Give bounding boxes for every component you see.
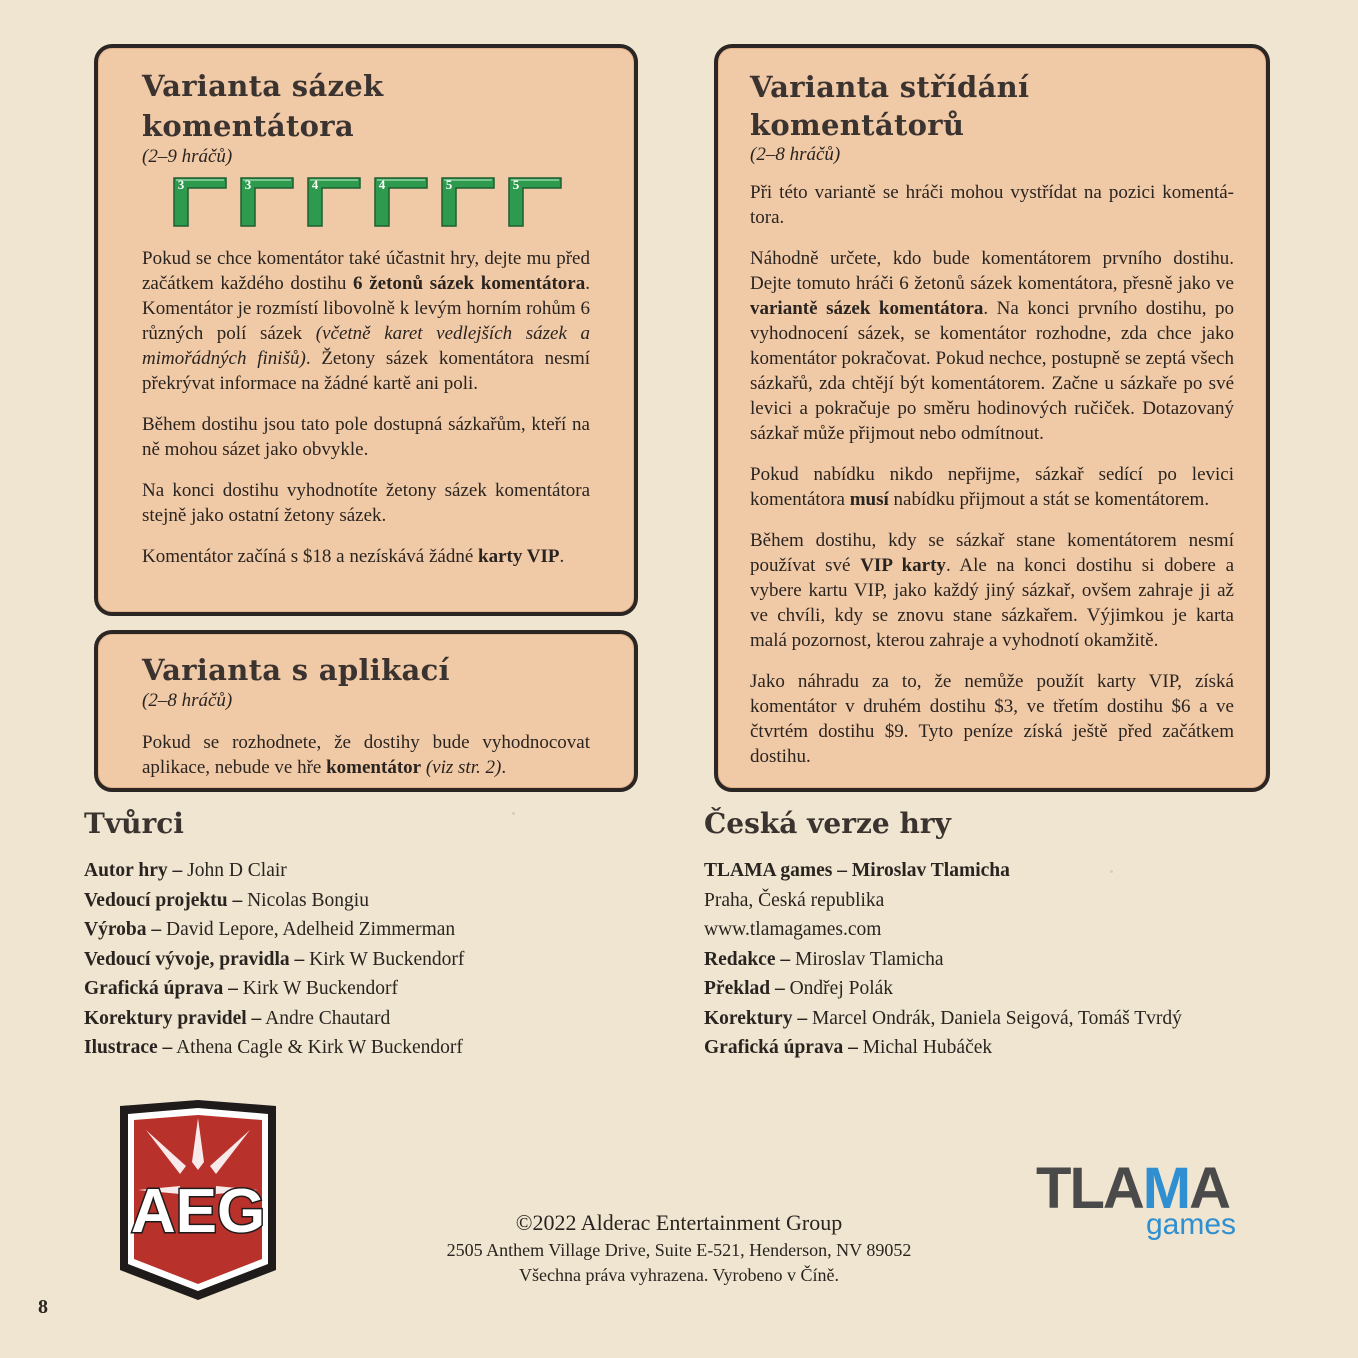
tlama-logo-text: TLAMA bbox=[1036, 1156, 1229, 1221]
rotation-variant-paragraph-5: Jako náhradu za to, že nemůže použít karty VIP, získá komentátor v druhém dostihu $3, ve třetím dostihu $6 a ve čtvrtém dostihu $9. Tyto peníze získá ještě před začátkem dostihu. bbox=[750, 671, 1234, 767]
rotation-variant-paragraph-3: Pokud nabídku nikdo nepřijme, sázkař sedící po levici komentátora musí nabídku přijmout a stát se komentátorem. bbox=[750, 464, 1234, 510]
czech-row: Překlad – Ondřej Polák bbox=[704, 978, 894, 999]
tlama-logo-subtext: games bbox=[1146, 1208, 1237, 1241]
bets-variant-title bbox=[142, 66, 590, 146]
bet-token-value: 3 bbox=[244, 177, 252, 192]
paper-speck bbox=[512, 812, 515, 815]
bets-variant-paragraph-3: Na konci dostihu vyhodnotíte žetony sázek komentátora stejně jako ostatní žetony sázek. bbox=[142, 480, 590, 526]
bet-token-value: 5 bbox=[445, 177, 453, 192]
rotation-variant-title-line2: komentátorů bbox=[750, 108, 965, 142]
bet-token-value: 4 bbox=[378, 177, 386, 192]
bet-token-value: 4 bbox=[311, 177, 319, 192]
commentator-bet-tokens bbox=[142, 176, 590, 236]
footer-address: 2505 Anthem Village Drive, Suite E-521, Henderson, NV 89052 bbox=[446, 1240, 912, 1260]
czech-row: Korektury – Marcel Ondrák, Daniela Seigová, Tomáš Tvrdý bbox=[704, 1007, 1182, 1029]
bet-token-4 bbox=[373, 176, 429, 228]
rotation-variant-paragraph-4: Během dostihu, kdy se sázkař stane komentátorem nesmí používat své VIP karty. Ale na konci dostihu si dobere a vybere kartu VIP, jako každý jiný sázkař, ovšem zahraje ji až ve chvíli, kdy se znovu stane sázkařem. Výjimkou je karta malá pozornost, kterou zahraje a vyhodnotí okamžitě. bbox=[750, 530, 1235, 651]
app-variant-players: (2–8 hráčů) bbox=[142, 690, 233, 711]
bets-variant-title-line1: Varianta sázek bbox=[142, 69, 384, 103]
bets-variant-paragraph-1: Pokud se chce komentátor také účastnit hry, dejte mu před začátkem každého dostihu 6 žetonů sázek komentátora. Komentátor je rozmístí libovolně k levým horním rohům 6 různých polí sázek (včetně karet vedlejších sázek a mimořádných finišů). Žetony sázek komentátora nesmí překrývat informace na žádné kartě ani poli. bbox=[142, 248, 590, 394]
czech-row: Grafická úprava – Michal Hubáček bbox=[704, 1037, 993, 1058]
czech-row: Redakce – Miroslav Tlamicha bbox=[704, 948, 944, 970]
rotation-variant-paragraph-1: Při této variantě se hráči mohou vystřídat na pozici komentátora. bbox=[750, 182, 1234, 228]
rotation-variant-paragraph-2: Náhodně určete, kdo bude komentátorem prvního dostihu. Dejte tomuto hráči 6 žetonů sázek komentátora, přesně jako ve variantě sázek komentátora. Na konci prvního dostihu, po vyhodnocení sázek, se komentátor rozhodne, zda chce jako komentátor pokračovat. Pokud nechce, postupně se zeptá všech sázkařů, zda chtějí být komentátorem. Začne u sázkaře po své levici a pokračuje po směru hodinových ručiček. Dotazovaný sázkař může přijmout nebo odmítnout. bbox=[750, 248, 1234, 444]
footer-copyright: ©2022 Alderac Entertainment Group bbox=[515, 1210, 843, 1235]
credits-row: Korektury pravidel – Andre Chautard bbox=[84, 1007, 391, 1029]
credits-title: Tvůrci bbox=[84, 807, 184, 840]
app-variant-title: Varianta s aplikací bbox=[142, 653, 450, 687]
czech-version-title: Česká verze hry bbox=[704, 807, 951, 840]
credits-row: Vedoucí vývoje, pravidla – Kirk W Buckendorf bbox=[84, 948, 465, 970]
page-number: 8 bbox=[38, 1296, 48, 1318]
rotation-variant-players: (2–8 hráčů) bbox=[750, 144, 841, 165]
credits-row: Ilustrace – Athena Cagle & Kirk W Buckendorf bbox=[84, 1037, 463, 1058]
bet-token-4 bbox=[306, 176, 362, 228]
aeg-logo bbox=[116, 1100, 280, 1302]
bets-variant-paragraph-4: Komentátor začíná s $18 a nezískává žádné karty VIP. bbox=[142, 546, 565, 567]
credits-list bbox=[84, 856, 464, 1063]
bets-variant-paragraph-2: Během dostihu jsou tato pole dostupná sázkařům, kteří na ně mohou sázet jako obvykle. bbox=[142, 414, 590, 460]
aeg-logo-text: AEG bbox=[130, 1177, 266, 1246]
bets-variant-players: (2–9 hráčů) bbox=[142, 146, 233, 167]
czech-version-city: Praha, Česká republika bbox=[704, 889, 885, 911]
bet-token-5 bbox=[507, 176, 563, 228]
bets-variant-title-line2: komentátora bbox=[142, 109, 354, 143]
credits-row: Vedoucí projektu – Nicolas Bongiu bbox=[84, 889, 369, 911]
czech-version-web[interactable]: www.tlamagames.com bbox=[704, 919, 882, 940]
credits-row: Grafická úprava – Kirk W Buckendorf bbox=[84, 978, 398, 999]
rotation-variant-title bbox=[750, 68, 1234, 144]
credits-row: Výroba – David Lepore, Adelheid Zimmerman bbox=[84, 919, 456, 940]
bets-variant-box bbox=[94, 44, 638, 616]
bet-token-5 bbox=[440, 176, 496, 228]
czech-version-publisher: TLAMA games – Miroslav Tlamicha bbox=[704, 860, 1010, 881]
footer-rights: Všechna práva vyhrazena. Vyrobeno v Číně. bbox=[518, 1265, 840, 1285]
credits-row: Autor hry – John D Clair bbox=[84, 860, 287, 881]
rotation-variant-box bbox=[714, 44, 1270, 792]
bet-token-value: 5 bbox=[512, 177, 520, 192]
app-variant-box bbox=[94, 630, 638, 792]
czech-version-list bbox=[704, 856, 1182, 1063]
bet-token-3 bbox=[172, 176, 228, 228]
rotation-variant-title-line1: Varianta střídání bbox=[750, 70, 1030, 104]
bet-token-3 bbox=[239, 176, 295, 228]
bet-token-value: 3 bbox=[177, 177, 185, 192]
app-variant-paragraph: Pokud se rozhodnete, že dostihy bude vyhodnocovat aplikace, nebude ve hře komentátor (viz str. 2). bbox=[142, 732, 590, 778]
